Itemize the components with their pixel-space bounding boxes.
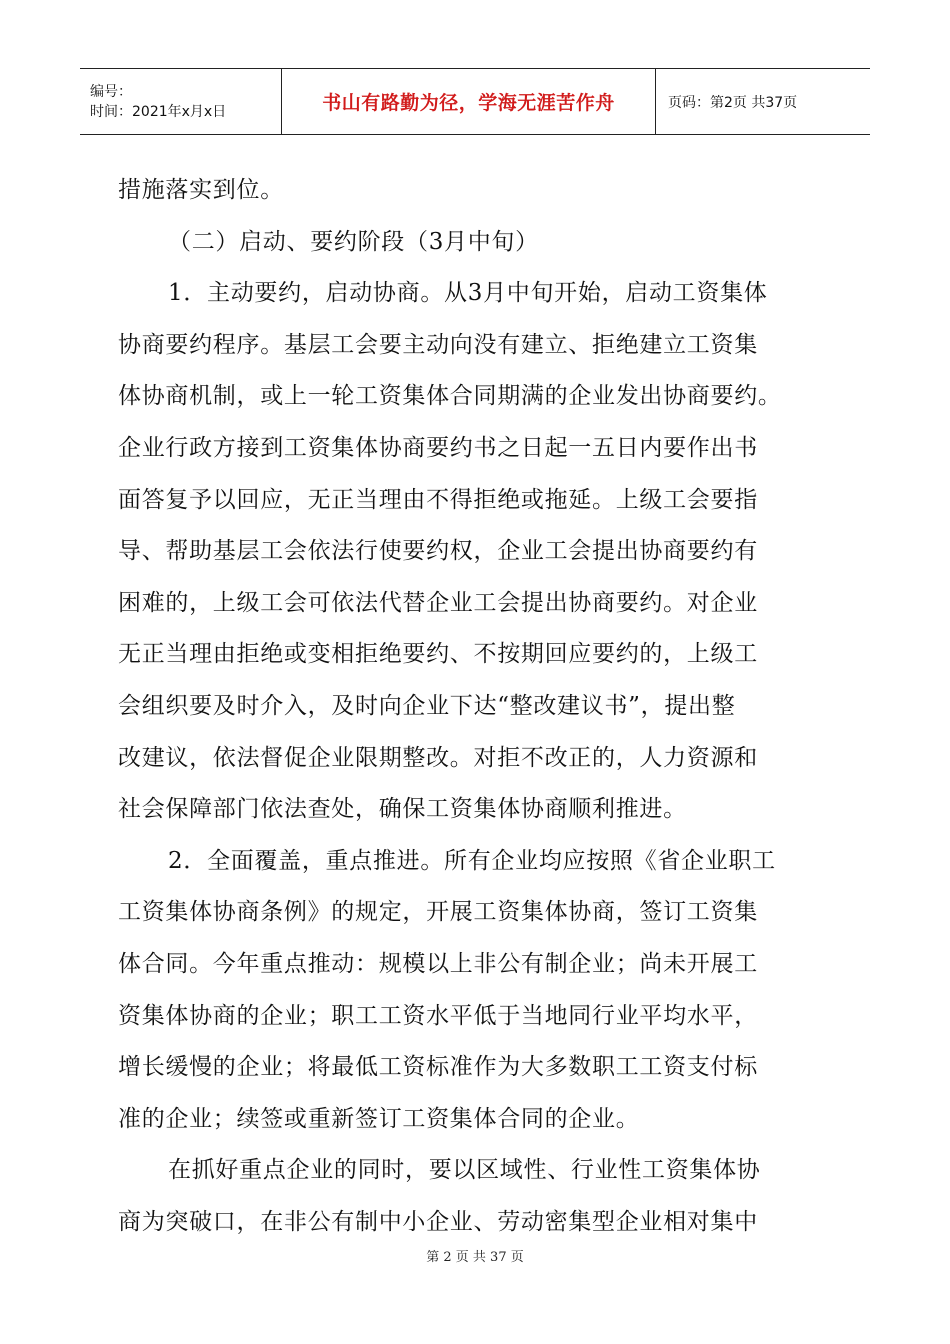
body-line: 商为突破口，在非公有制中小企业、劳动密集型企业相对集中 [118, 1208, 758, 1235]
header-page-info [656, 69, 870, 134]
body-line: 企业行政方接到工资集体协商要约书之日起一五日内要作出书 [118, 434, 758, 461]
body-line: 增长缓慢的企业；将最低工资标准作为大多数职工工资支付标 [118, 1054, 758, 1081]
body-line: 会组织要及时介入，及时向企业下达“整改建议书”，提出整 [118, 692, 736, 719]
body-line: 无正当理由拒绝或变相拒绝要约、不按期回应要约的，上级工 [118, 641, 758, 668]
page-info-text: 页码：第2页 共37页 [668, 94, 798, 111]
body-line: 体合同。今年重点推动：规模以上非公有制企业；尚未开展工 [118, 950, 758, 977]
body-line: 改建议，依法督促企业限期整改。对拒不改正的，人力资源和 [118, 744, 758, 771]
body-line: 准的企业；续签或重新签订工资集体合同的企业。 [118, 1105, 640, 1132]
document-number-label: 编号： [90, 83, 132, 100]
document-date: 时间：2021年x月x日 [90, 103, 227, 120]
body-line: 社会保障部门依法查处，确保工资集体协商顺利推进。 [118, 796, 687, 823]
body-line: 面答复予以回应，无正当理由不得拒绝或拖延。上级工会要指 [118, 486, 758, 513]
section-heading: （二）启动、要约阶段（3月中旬） [168, 228, 539, 255]
body-line: 困难的，上级工会可依法代替企业工会提出协商要约。对企业 [118, 589, 758, 616]
body-line: 工资集体协商条例》的规定，开展工资集体协商，签订工资集 [118, 899, 758, 926]
body-line: 导、帮助基层工会依法行使要约权，企业工会提出协商要约有 [118, 538, 758, 565]
footer-page-number: 第 2 页 共 37 页 [426, 1250, 524, 1265]
body-line: 在抓好重点企业的同时，要以区域性、行业性工资集体协 [168, 1157, 761, 1184]
body-line: 措施落实到位。 [118, 177, 284, 203]
body-line: 资集体协商的企业；职工工资水平低于当地同行业平均水平， [118, 1002, 758, 1029]
body-line: 体协商机制，或上一轮工资集体合同期满的企业发出协商要约。 [118, 383, 782, 410]
page-footer [0, 1246, 950, 1265]
motto-text: 书山有路勤为径，学海无涯苦作舟 [322, 92, 615, 114]
body-line: 2．全面覆盖，重点推进。所有企业均应按照《省企业职工 [168, 847, 776, 874]
body-line: 1．主动要约，启动协商。从3月中旬开始，启动工资集体 [168, 280, 768, 307]
header-motto [282, 69, 656, 134]
document-body [118, 165, 838, 1248]
body-line: 协商要约程序。基层工会要主动向没有建立、拒绝建立工资集 [118, 331, 758, 358]
header-meta [80, 69, 282, 134]
page-header [80, 68, 870, 135]
